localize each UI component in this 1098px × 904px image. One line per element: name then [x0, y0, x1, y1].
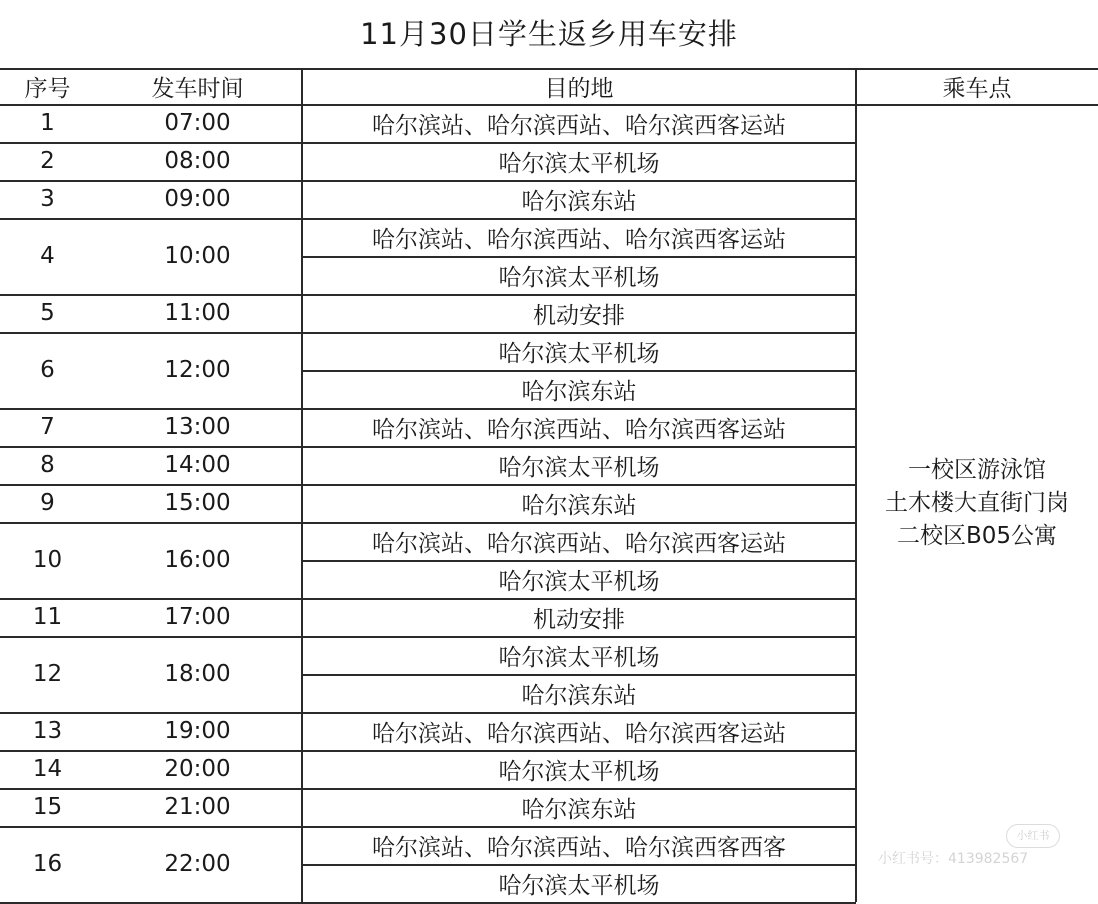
- row-seq: 7: [40, 414, 55, 440]
- row-time: 17:00: [164, 604, 231, 630]
- row-destination: 哈尔滨站、哈尔滨西站、哈尔滨西客西客: [372, 834, 786, 861]
- row-seq: 9: [40, 490, 55, 516]
- row-time: 12:00: [164, 357, 231, 383]
- row-destination: 机动安排: [533, 606, 625, 633]
- row-seq: 15: [32, 794, 63, 820]
- row-destination: 哈尔滨太平机场: [498, 340, 660, 367]
- watermark-logo: 小红书: [1006, 824, 1060, 848]
- sub-divider: [302, 674, 856, 676]
- row-seq: 10: [32, 547, 63, 573]
- row-divider: [0, 902, 856, 904]
- row-destination: 哈尔滨太平机场: [498, 264, 660, 291]
- row-seq: 16: [32, 851, 63, 877]
- row-seq: 6: [40, 357, 55, 383]
- row-destination: 机动安排: [533, 302, 625, 329]
- row-time: 15:00: [164, 490, 231, 516]
- row-seq: 8: [40, 452, 55, 478]
- row-seq: 11: [32, 604, 63, 630]
- row-time: 07:00: [164, 110, 231, 136]
- boarding-point: 一校区游泳馆: [908, 456, 1046, 483]
- row-time: 14:00: [164, 452, 231, 478]
- schedule-table: [0, 68, 1098, 900]
- table-top-border: [0, 68, 1098, 70]
- row-destination: 哈尔滨太平机场: [498, 644, 660, 671]
- header-divider: [0, 104, 1098, 106]
- row-destination: 哈尔滨太平机场: [498, 150, 660, 177]
- row-destination: 哈尔滨站、哈尔滨西站、哈尔滨西客运站: [372, 226, 786, 253]
- header-destination: 目的地: [544, 75, 614, 102]
- row-seq: 3: [40, 186, 55, 212]
- row-destination: 哈尔滨站、哈尔滨西站、哈尔滨西客运站: [372, 416, 786, 443]
- header-time: 发车时间: [151, 75, 244, 102]
- row-time: 09:00: [164, 186, 231, 212]
- row-destination: 哈尔滨站、哈尔滨西站、哈尔滨西客运站: [372, 112, 786, 139]
- row-destination: 哈尔滨东站: [521, 682, 637, 709]
- row-destination: 哈尔滨站、哈尔滨西站、哈尔滨西客运站: [372, 720, 786, 747]
- row-time: 13:00: [164, 414, 231, 440]
- row-time: 11:00: [164, 300, 231, 326]
- row-destination: 哈尔滨太平机场: [498, 872, 660, 899]
- row-seq: 14: [32, 756, 63, 782]
- row-seq: 13: [32, 718, 63, 744]
- row-seq: 1: [40, 110, 55, 136]
- row-time: 16:00: [164, 547, 231, 573]
- row-time: 22:00: [164, 851, 231, 877]
- sub-divider: [302, 370, 856, 372]
- sub-divider: [302, 864, 856, 866]
- row-time: 19:00: [164, 718, 231, 744]
- sub-divider: [302, 560, 856, 562]
- boarding-point: 土木楼大直街门岗: [885, 489, 1069, 516]
- watermark-text: 小红书号：413982567: [878, 851, 1029, 867]
- row-time: 08:00: [164, 148, 231, 174]
- row-destination: 哈尔滨东站: [521, 492, 637, 519]
- row-seq: 4: [40, 243, 55, 269]
- row-destination: 哈尔滨太平机场: [498, 758, 660, 785]
- boarding-points: [856, 104, 1098, 902]
- page-title: 11月30日学生返乡用车安排: [360, 17, 738, 51]
- row-destination: 哈尔滨东站: [521, 378, 637, 405]
- row-destination: 哈尔滨东站: [521, 188, 637, 215]
- row-destination: 哈尔滨太平机场: [498, 454, 660, 481]
- sub-divider: [302, 256, 856, 258]
- boarding-point: 二校区B05公寓: [896, 522, 1058, 549]
- header-boarding: 乘车点: [942, 75, 1012, 102]
- row-time: 10:00: [164, 243, 231, 269]
- col-divider-board: [855, 68, 857, 902]
- row-destination: 哈尔滨站、哈尔滨西站、哈尔滨西客运站: [372, 530, 786, 557]
- header-seq: 序号: [24, 75, 71, 102]
- row-seq: 2: [40, 148, 55, 174]
- row-time: 21:00: [164, 794, 231, 820]
- row-time: 18:00: [164, 661, 231, 687]
- row-destination: 哈尔滨太平机场: [498, 568, 660, 595]
- row-seq: 5: [40, 300, 55, 326]
- row-time: 20:00: [164, 756, 231, 782]
- row-destination: 哈尔滨东站: [521, 796, 637, 823]
- col-divider-time: [301, 68, 303, 902]
- row-seq: 12: [32, 661, 63, 687]
